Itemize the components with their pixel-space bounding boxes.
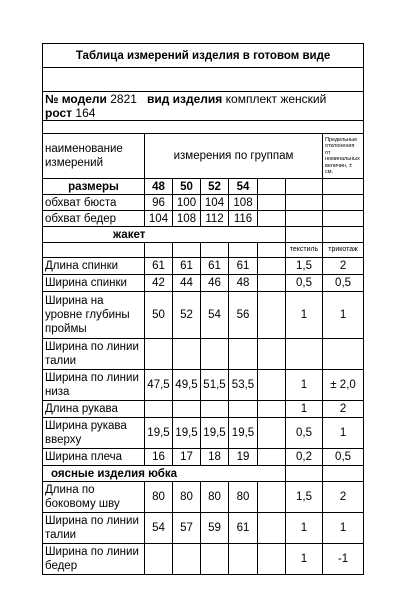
groups-header: измерения по группам bbox=[145, 134, 323, 179]
model-info-row bbox=[43, 92, 364, 121]
table-row: Ширина рукава вверху 19,5 19,5 19,5 19,5 0,5 1 bbox=[43, 418, 364, 449]
size-value: 48 bbox=[145, 179, 173, 195]
blank-row bbox=[43, 68, 364, 92]
table-row: Ширина на уровне глубины проймы 50 52 54 56 1 1 bbox=[43, 292, 364, 339]
sizes-label: размеры bbox=[43, 179, 145, 195]
tolerance-header: Предельные отклонения от номинальных величин, ± см. bbox=[323, 134, 364, 179]
model-label: № модели bbox=[45, 92, 107, 106]
sizes-row bbox=[43, 179, 364, 195]
table-row: Длина рукава 1 2 bbox=[43, 401, 364, 418]
height-label: рост bbox=[45, 106, 73, 120]
table-row: обхват бедер 104 108 112 116 bbox=[43, 211, 364, 227]
measurement-sheet bbox=[42, 43, 363, 575]
table-row: Ширина по линии бедер 1 -1 bbox=[43, 544, 364, 575]
kind-value: комплект женский bbox=[225, 92, 327, 106]
table-row: Ширина плеча 16 17 18 19 0,2 0,5 bbox=[43, 449, 364, 466]
table-row: Ширина по линии талии bbox=[43, 339, 364, 370]
section-row-jacket bbox=[43, 227, 364, 243]
table-row: Ширина спинки 42 44 46 48 0,5 0,5 bbox=[43, 275, 364, 292]
table-row: Ширина по линии низа 47,5 49,5 51,5 53,5 1 ± 2,0 bbox=[43, 370, 364, 401]
table-row: обхват бюста 96 100 104 108 bbox=[43, 195, 364, 211]
section-row-skirt bbox=[43, 466, 364, 482]
height-value: 164 bbox=[75, 106, 96, 120]
measurement-table bbox=[42, 43, 364, 575]
col-knit-header: трикотаж bbox=[323, 243, 364, 258]
section-title: жакет bbox=[43, 227, 286, 243]
kind-label: вид изделия bbox=[146, 92, 223, 106]
title-row bbox=[43, 44, 364, 68]
size-value: 54 bbox=[229, 179, 258, 195]
subheader-row bbox=[43, 243, 364, 258]
section-title: оясные изделия юбка bbox=[43, 466, 286, 482]
name-header: наименование измерений bbox=[43, 134, 145, 179]
header-row bbox=[43, 134, 364, 179]
size-value: 52 bbox=[201, 179, 229, 195]
blank-row bbox=[43, 121, 364, 134]
table-row: Длина по боковому шву 80 80 80 80 1,5 2 bbox=[43, 482, 364, 513]
table-row: Ширина по линии талии 54 57 59 61 1 1 bbox=[43, 513, 364, 544]
table-row: Длина спинки 61 61 61 61 1,5 2 bbox=[43, 258, 364, 275]
page-title: Таблица измерений изделия в готовом виде bbox=[43, 44, 364, 68]
model-value: 2821 bbox=[110, 92, 137, 106]
col-textile-header: текстиль bbox=[286, 243, 323, 258]
size-value: 50 bbox=[173, 179, 201, 195]
